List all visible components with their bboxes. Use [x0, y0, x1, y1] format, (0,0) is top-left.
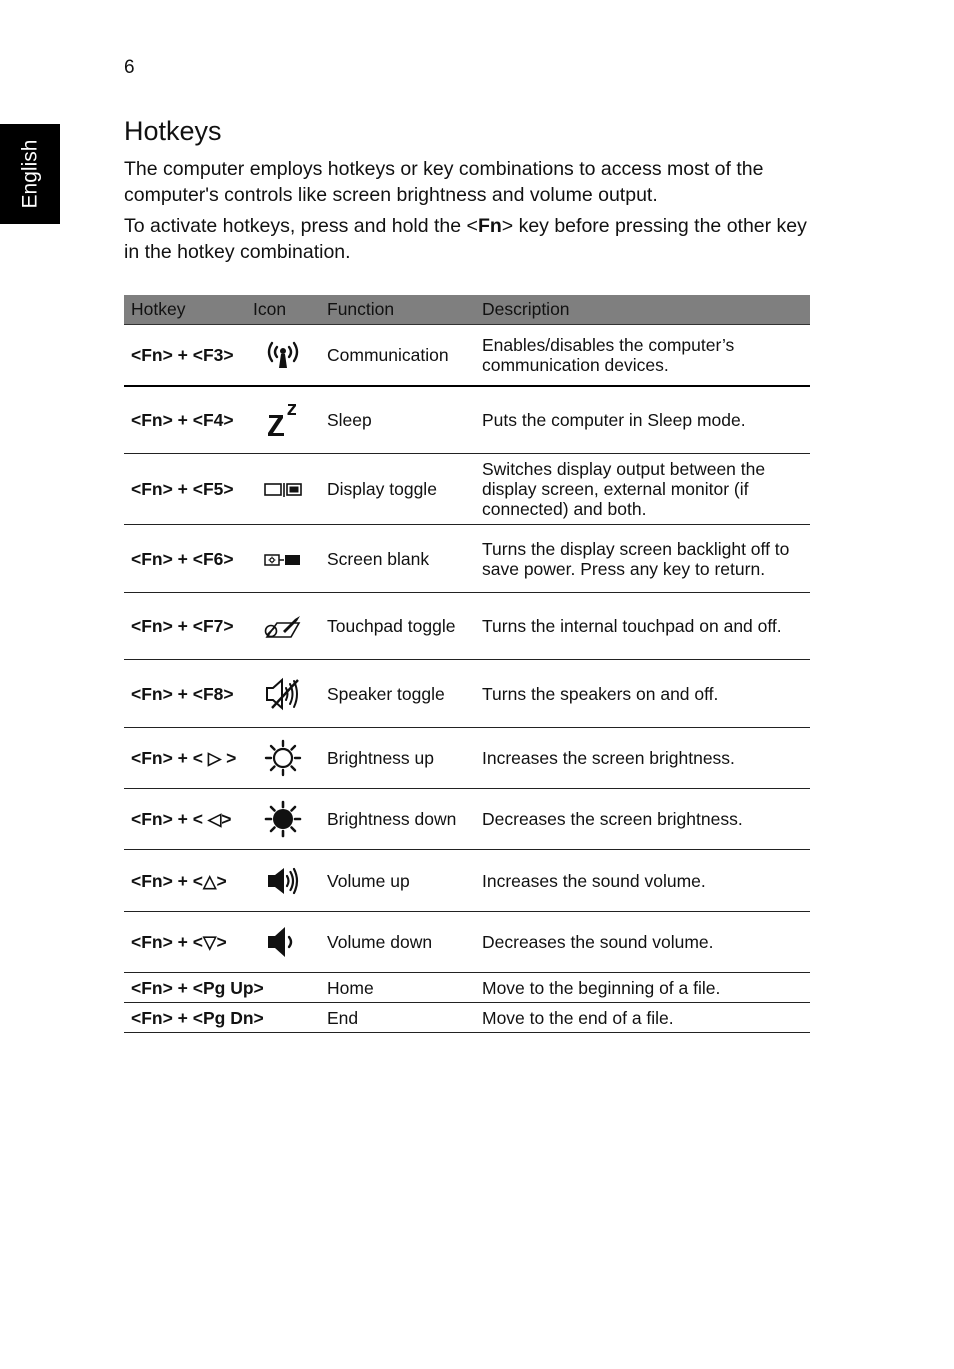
- function-cell: Screen blank: [320, 525, 475, 593]
- description-cell: Puts the computer in Sleep mode.: [475, 386, 810, 454]
- header-hotkey: Hotkey: [124, 295, 246, 325]
- wireless-communication-icon: [264, 339, 302, 371]
- hotkey-cell: <Fn> + < ▷ >: [124, 728, 246, 789]
- description-cell: Increases the screen brightness.: [475, 728, 810, 789]
- description-cell: Turns the display screen backlight off to save power. Press any key to return.: [475, 525, 810, 593]
- touchpad-toggle-icon: [263, 613, 303, 639]
- hotkey-cell: <Fn> + <F8>: [124, 660, 246, 728]
- hotkey-cell: <Fn> + <Pg Dn>: [124, 1003, 320, 1033]
- function-cell: Volume up: [320, 850, 475, 912]
- function-cell: Communication: [320, 325, 475, 386]
- speaker-mute-icon: [264, 677, 302, 711]
- description-cell: Enables/disables the computer’s communication devices.: [475, 325, 810, 386]
- function-cell: Volume down: [320, 912, 475, 973]
- hotkey-cell: <Fn> + <F6>: [124, 525, 246, 593]
- description-cell: Switches display output between the display screen, external monitor (if connected) and both.: [475, 454, 810, 525]
- description-cell: Turns the speakers on and off.: [475, 660, 810, 728]
- activation-paragraph: [124, 214, 824, 265]
- table-row: [124, 912, 810, 973]
- table-row: [124, 386, 810, 454]
- table-row: [124, 454, 810, 525]
- description-cell: Move to the beginning of a file.: [475, 973, 810, 1003]
- volume-down-icon: [265, 924, 301, 960]
- page-title: Hotkeys: [124, 116, 222, 146]
- hotkey-cell: <Fn> + <Pg Up>: [124, 973, 320, 1003]
- table-row: [124, 660, 810, 728]
- hotkey-table: [124, 295, 810, 1033]
- activation-text-after: > key before pressing the other key in the hotkey combination.: [124, 215, 807, 263]
- table-header-row: [124, 295, 810, 325]
- description-cell: Move to the end of a file.: [475, 1003, 810, 1033]
- display-toggle-icon: [264, 482, 302, 498]
- table-row: [124, 525, 810, 593]
- brightness-down-sun-icon: [264, 800, 302, 838]
- description-cell: Decreases the screen brightness.: [475, 789, 810, 850]
- table-row: [124, 789, 810, 850]
- table-row: [124, 728, 810, 789]
- description-cell: Increases the sound volume.: [475, 850, 810, 912]
- description-cell: Decreases the sound volume.: [475, 912, 810, 973]
- table-row: [124, 850, 810, 912]
- hotkey-cell: <Fn> + <▽>: [124, 912, 246, 973]
- intro-paragraph: The computer employs hotkeys or key combinations to access most of the computer's controls like screen brightness and volume output.: [124, 158, 764, 206]
- hotkey-cell: <Fn> + <△>: [124, 850, 246, 912]
- table-row: [124, 325, 810, 386]
- language-tab-label: English: [18, 139, 42, 209]
- hotkey-cell: <Fn> + <F5>: [124, 454, 246, 525]
- function-cell: Speaker toggle: [320, 660, 475, 728]
- hotkey-cell: <Fn> + <F3>: [124, 325, 246, 386]
- hotkey-cell: <Fn> + < ◁>: [124, 789, 246, 850]
- sleep-z-icon: [265, 401, 301, 439]
- description-cell: Turns the internal touchpad on and off.: [475, 593, 810, 660]
- function-cell: Display toggle: [320, 454, 475, 525]
- hotkey-cell: <Fn> + <F7>: [124, 593, 246, 660]
- activation-text-before: To activate hotkeys, press and hold the <: [124, 215, 478, 237]
- function-cell: Brightness up: [320, 728, 475, 789]
- hotkey-cell: <Fn> + <F4>: [124, 386, 246, 454]
- table-row: [124, 593, 810, 660]
- volume-up-icon: [265, 865, 301, 897]
- brightness-up-sun-icon: [264, 739, 302, 777]
- fn-key: Fn: [477, 215, 502, 237]
- screen-blank-icon: [264, 553, 302, 567]
- function-cell: End: [320, 1003, 475, 1033]
- header-icon: Icon: [246, 295, 320, 325]
- table-row: [124, 973, 810, 1003]
- header-description: Description: [475, 295, 810, 325]
- function-cell: Touchpad toggle: [320, 593, 475, 660]
- function-cell: Brightness down: [320, 789, 475, 850]
- header-function: Function: [320, 295, 475, 325]
- table-row: [124, 1003, 810, 1033]
- function-cell: Home: [320, 973, 475, 1003]
- function-cell: Sleep: [320, 386, 475, 454]
- language-tab: [0, 124, 60, 224]
- page-number: 6: [124, 57, 135, 78]
